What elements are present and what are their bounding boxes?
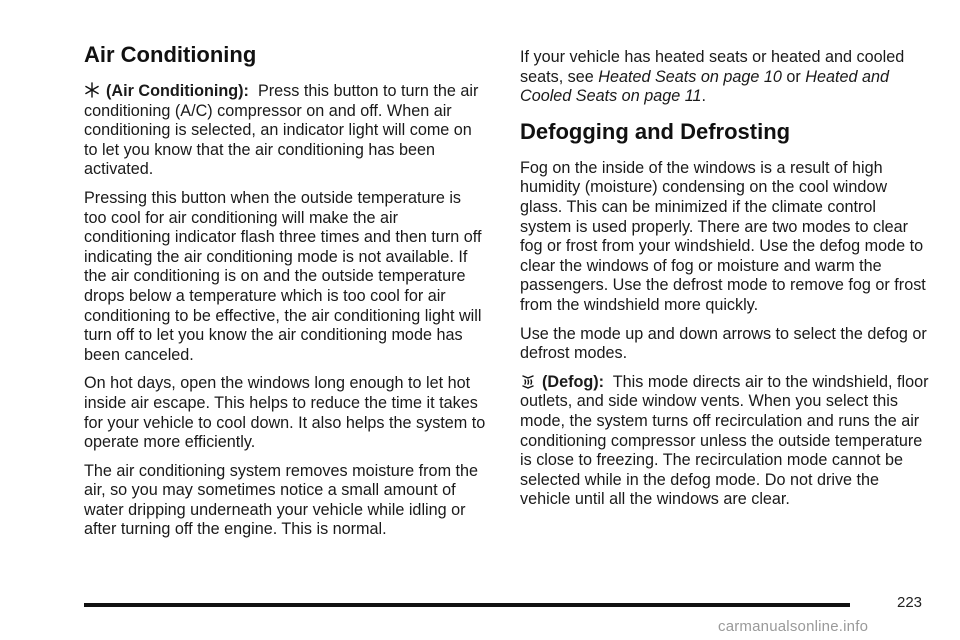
heated-cooled-seats-ref[interactable]: Heated and Cooled Seats on page 11	[520, 67, 890, 106]
heated-seats-paragraph	[520, 48, 930, 107]
ac-label: (Air Conditioning):	[106, 82, 249, 100]
hot-days-paragraph: On hot days, open the windows long enough to let hot inside air escape. This helps to reduce the time it takes for your vehicle to cool down. It also helps the system to operate more efficiently.	[84, 374, 486, 452]
snowflake-icon	[84, 82, 100, 98]
air-conditioning-heading: Air Conditioning	[84, 42, 257, 67]
defog-text-first: This mode directs air to the	[612, 372, 808, 391]
moisture-paragraph: The air conditioning system removes moisture from the air, so you may sometimes notice a small amount of water dripping underneath your vehicle while idling or after turning off the engine. This is normal.	[84, 461, 479, 539]
period-text: .	[701, 87, 706, 106]
defog-icon	[520, 373, 536, 389]
fog-paragraph: Fog on the inside of the windows is a result of high humidity (moisture) condensing on the cool window glass. This can be minimized if the climate control system is used properly. There are two modes to clear fog or frost from your windshield. Use the defog mode to clear the windows of fog or moisture and warm the passengers. Use the defrost mode to remove fog or frost from the windshield more quickly.	[520, 158, 926, 314]
footer-rule	[84, 603, 850, 607]
defogging-heading: Defogging and Defrosting	[520, 118, 791, 144]
defog-text-rest: windshield, floor outlets, and side window vents. When you select this mode, the system turns off recirculation and runs the air conditioning compressor unless the outside temperature is close to freezing. The recirculation mode cannot be selected while in the defog mode. Do not drive the vehicle until all the windows are clear.	[520, 372, 929, 509]
page-number: 223	[897, 594, 923, 611]
ac-text-rest: the air conditioning (A/C) compressor on and off. When air conditioning is selected, an indicator light will come on to let you know that the air conditioning has been activated.	[84, 82, 479, 179]
or-text: or	[781, 67, 806, 86]
heated-seats-text: If your vehicle has heated seats or heated and cooled seats, see	[520, 48, 905, 86]
heated-seats-ref[interactable]: Heated Seats on page 10	[598, 67, 782, 86]
defog-label: (Defog):	[542, 372, 605, 391]
mode-arrows-paragraph: Use the mode up and down arrows to select the defog or defrost modes.	[520, 324, 927, 363]
watermark: carmanualsonline.info	[718, 618, 869, 635]
defog-paragraph	[520, 373, 930, 510]
right-column	[520, 48, 930, 519]
ac-paragraph	[84, 82, 488, 180]
ac-indicator-paragraph: Pressing this button when the outside temperature is too cool for air conditioning will make the air conditioning indicator flash three times and then turn off indicating the air conditioning mode is not available. If the air conditioning is on and the outside temperature drops below a temperature which is too cool for air conditioning to be effective, the air conditioning light will turn off to let you know the air conditioning mode has been canceled.	[84, 188, 482, 364]
left-column	[84, 42, 488, 549]
ac-text-first: Press this button to turn	[257, 82, 429, 100]
